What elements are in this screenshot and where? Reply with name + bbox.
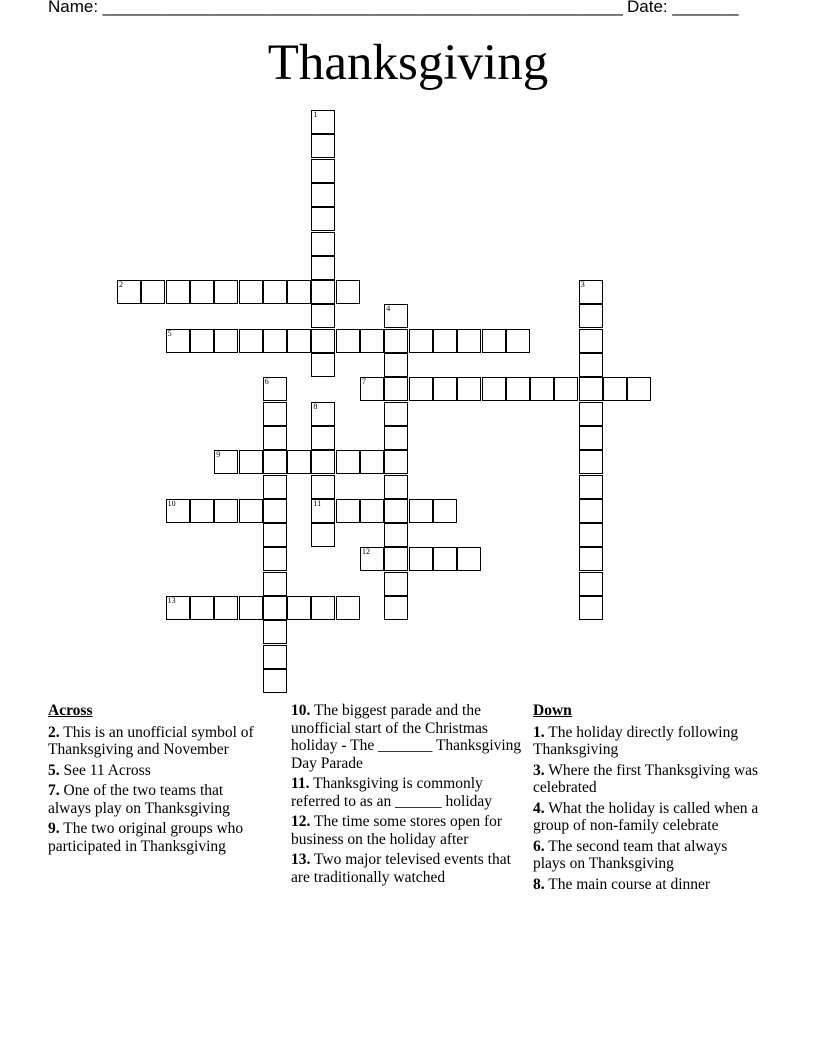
- grid-cell[interactable]: [336, 596, 360, 620]
- grid-cell[interactable]: [263, 547, 287, 571]
- grid-cell[interactable]: [579, 547, 603, 571]
- grid-cell[interactable]: [263, 475, 287, 499]
- grid-cell[interactable]: [579, 499, 603, 523]
- clue-across-11: [291, 775, 526, 810]
- grid-cell[interactable]: [214, 596, 238, 620]
- clue-down-8: [533, 876, 763, 894]
- grid-cell[interactable]: [311, 475, 335, 499]
- grid-cell[interactable]: [311, 353, 335, 377]
- grid-cell[interactable]: [433, 377, 457, 401]
- grid-cell[interactable]: [214, 329, 238, 353]
- grid-cell[interactable]: [360, 547, 384, 571]
- down-heading: Down: [533, 702, 572, 719]
- grid-cell[interactable]: [239, 450, 263, 474]
- grid-cell[interactable]: [166, 280, 190, 304]
- clue-text: See 11 Across: [63, 761, 151, 779]
- grid-cell[interactable]: [311, 256, 335, 280]
- grid-cell[interactable]: [311, 207, 335, 231]
- clue-text: One of the two teams that always play on Thanksgiving: [48, 782, 230, 817]
- clue-text: Thanksgiving is commonly referred to as an ______ holiday: [291, 775, 493, 810]
- grid-cell[interactable]: [263, 426, 287, 450]
- grid-cell[interactable]: [336, 329, 360, 353]
- grid-cell[interactable]: [579, 596, 603, 620]
- grid-cell[interactable]: [384, 523, 408, 547]
- grid-cell[interactable]: [190, 329, 214, 353]
- grid-cell[interactable]: [409, 547, 433, 571]
- cell-number: 4: [386, 304, 391, 314]
- grid-cell[interactable]: [433, 499, 457, 523]
- grid-cell[interactable]: [579, 523, 603, 547]
- grid-cell[interactable]: [457, 547, 481, 571]
- grid-cell[interactable]: [239, 499, 263, 523]
- grid-cell[interactable]: [384, 547, 408, 571]
- grid-cell[interactable]: [263, 645, 287, 669]
- grid-cell[interactable]: [579, 450, 603, 474]
- clue-down-4: [533, 800, 763, 835]
- grid-cell[interactable]: [384, 377, 408, 401]
- grid-cell[interactable]: [554, 377, 578, 401]
- header: [48, 0, 768, 21]
- grid-cell[interactable]: [579, 377, 603, 401]
- grid-cell[interactable]: [311, 110, 335, 134]
- clue-number: 2.: [48, 723, 60, 741]
- grid-cell[interactable]: [263, 596, 287, 620]
- grid-cell[interactable]: [433, 329, 457, 353]
- page-title: Thanksgiving: [267, 35, 549, 91]
- grid-cell[interactable]: [311, 280, 335, 304]
- grid-cell[interactable]: [166, 329, 190, 353]
- grid-cell[interactable]: [384, 499, 408, 523]
- grid-cell[interactable]: [263, 402, 287, 426]
- grid-cell[interactable]: [311, 426, 335, 450]
- clue-number: 9.: [48, 820, 60, 837]
- grid-cell[interactable]: [263, 523, 287, 547]
- grid-cell[interactable]: [117, 280, 141, 304]
- clue-text: Two major televised events that are traditionally watched: [291, 851, 511, 886]
- clue-text: The two original groups who participated in Thanksgiving: [48, 820, 244, 855]
- grid-cell[interactable]: [311, 134, 335, 158]
- clue-number: 1.: [533, 723, 545, 741]
- clue-number: 12.: [291, 813, 311, 830]
- grid-cell[interactable]: [603, 377, 627, 401]
- grid-cell[interactable]: [263, 377, 287, 401]
- grid-cell[interactable]: [457, 329, 481, 353]
- name-field[interactable]: Name: _______________________________________________________: [48, 0, 623, 16]
- grid-cell[interactable]: [263, 329, 287, 353]
- clue-across-12: [291, 813, 526, 848]
- cell-number: 7: [362, 377, 366, 387]
- grid-cell[interactable]: [336, 280, 360, 304]
- clue-column-2: [291, 702, 526, 889]
- grid-cell[interactable]: [214, 450, 238, 474]
- clue-text: What the holiday is called when a group of non-family celebrate: [533, 799, 759, 834]
- grid-cell[interactable]: [506, 329, 530, 353]
- cell-number: 2: [119, 280, 123, 290]
- grid-cell[interactable]: [336, 450, 360, 474]
- clue-text: The time some stores open for business on the holiday after: [291, 813, 503, 848]
- cell-number: 9: [216, 450, 221, 460]
- cell-number: 10: [167, 498, 176, 508]
- clue-down-1: [533, 724, 763, 759]
- grid-cell[interactable]: [384, 450, 408, 474]
- grid-cell[interactable]: [311, 183, 335, 207]
- grid-cell[interactable]: [384, 353, 408, 377]
- grid-cell[interactable]: [239, 329, 263, 353]
- grid-cell[interactable]: [311, 159, 335, 183]
- cell-number: 6: [264, 377, 269, 387]
- grid-cell[interactable]: [263, 620, 287, 644]
- clue-across-2: [48, 724, 268, 759]
- grid-cell[interactable]: [214, 280, 238, 304]
- across-heading: Across: [48, 702, 93, 719]
- cell-number: 13: [167, 596, 176, 605]
- cell-number: 12: [362, 547, 370, 557]
- grid-cell[interactable]: [287, 596, 311, 620]
- grid-cell[interactable]: [360, 377, 384, 401]
- grid-cell[interactable]: [579, 402, 603, 426]
- grid-cell[interactable]: [336, 499, 360, 523]
- clue-number: 13.: [291, 851, 311, 868]
- grid-cell[interactable]: [166, 499, 190, 523]
- grid-cell[interactable]: [482, 329, 506, 353]
- grid-cell[interactable]: [263, 499, 287, 523]
- cell-number: 1: [313, 110, 318, 119]
- cell-number: 11: [313, 498, 322, 508]
- clue-text: The second team that always plays on Thanksgiving: [533, 837, 728, 872]
- cell-number: 5: [167, 328, 172, 338]
- clue-column-3: [533, 702, 763, 896]
- grid-cell[interactable]: [311, 499, 335, 523]
- clue-across-9: [48, 820, 268, 855]
- grid-cell[interactable]: [384, 475, 408, 499]
- grid-cell[interactable]: [311, 402, 335, 426]
- grid-cell[interactable]: [384, 402, 408, 426]
- grid-cell[interactable]: [579, 426, 603, 450]
- clue-number: 7.: [48, 782, 60, 799]
- grid-cell[interactable]: [214, 499, 238, 523]
- clue-text: This is an unofficial symbol of Thanksgiving and November: [48, 723, 254, 758]
- clue-across-10: [291, 702, 526, 772]
- grid-cell[interactable]: [384, 329, 408, 353]
- grid-cell[interactable]: [384, 596, 408, 620]
- clue-number: 8.: [533, 875, 545, 893]
- grid-cell[interactable]: [579, 475, 603, 499]
- cell-number: 3: [580, 280, 585, 290]
- grid-cell[interactable]: [263, 450, 287, 474]
- grid-cell[interactable]: [311, 232, 335, 256]
- grid-cell[interactable]: [579, 353, 603, 377]
- grid-cell[interactable]: [384, 572, 408, 596]
- clue-number: 5.: [48, 761, 60, 779]
- clue-number: 11.: [291, 775, 310, 792]
- grid-cell[interactable]: [579, 572, 603, 596]
- grid-cell[interactable]: [579, 280, 603, 304]
- grid-cell[interactable]: [287, 450, 311, 474]
- grid-cell[interactable]: [409, 499, 433, 523]
- cell-number: 8: [313, 401, 318, 411]
- grid-cell[interactable]: [190, 499, 214, 523]
- clue-across-7: [48, 782, 268, 817]
- grid-cell[interactable]: [166, 596, 190, 620]
- clue-across-13: [291, 851, 526, 886]
- clue-number: 4.: [533, 799, 545, 817]
- grid-cell[interactable]: [239, 280, 263, 304]
- clue-number: 6.: [533, 837, 545, 855]
- clue-across-5: [48, 762, 268, 780]
- grid-cell[interactable]: [263, 669, 287, 693]
- grid-cell[interactable]: [409, 377, 433, 401]
- clue-text: The holiday directly following Thanksgiving: [533, 723, 739, 758]
- clue-down-3: [533, 762, 763, 797]
- grid-cell[interactable]: [579, 329, 603, 353]
- grid-cell[interactable]: [627, 377, 651, 401]
- grid-cell[interactable]: [457, 377, 481, 401]
- grid-cell[interactable]: [579, 304, 603, 328]
- grid-cell[interactable]: [409, 329, 433, 353]
- clue-text: Where the first Thanksgiving was celebrated: [533, 761, 759, 796]
- grid-cell[interactable]: [190, 280, 214, 304]
- grid-cell[interactable]: [506, 377, 530, 401]
- grid-cell[interactable]: [482, 377, 506, 401]
- grid-cell[interactable]: [530, 377, 554, 401]
- grid-cell[interactable]: [239, 596, 263, 620]
- grid-cell[interactable]: [360, 499, 384, 523]
- grid-cell[interactable]: [190, 596, 214, 620]
- grid-cell[interactable]: [433, 547, 457, 571]
- clue-column-1: [48, 702, 268, 858]
- clue-text: The main course at dinner: [548, 875, 711, 893]
- clue-down-6: [533, 838, 763, 873]
- grid-cell[interactable]: [287, 280, 311, 304]
- grid-cell[interactable]: [384, 426, 408, 450]
- grid-cell[interactable]: [360, 450, 384, 474]
- grid-cell[interactable]: [311, 596, 335, 620]
- clue-number: 10.: [291, 702, 311, 719]
- grid-cell[interactable]: [311, 304, 335, 328]
- grid-cell[interactable]: [311, 329, 335, 353]
- grid-cell[interactable]: [311, 523, 335, 547]
- grid-cell[interactable]: [384, 304, 408, 328]
- grid-cell[interactable]: [263, 572, 287, 596]
- clue-number: 3.: [533, 761, 545, 779]
- grid-cell[interactable]: [311, 450, 335, 474]
- grid-cell[interactable]: [263, 280, 287, 304]
- clue-text: The biggest parade and the unofficial start of the Christmas holiday - The _______ Thanksgiving Day Parade: [291, 702, 522, 772]
- grid-cell[interactable]: [360, 329, 384, 353]
- grid-cell[interactable]: [287, 329, 311, 353]
- grid-cell[interactable]: [141, 280, 165, 304]
- date-field[interactable]: Date: _______: [627, 0, 739, 16]
